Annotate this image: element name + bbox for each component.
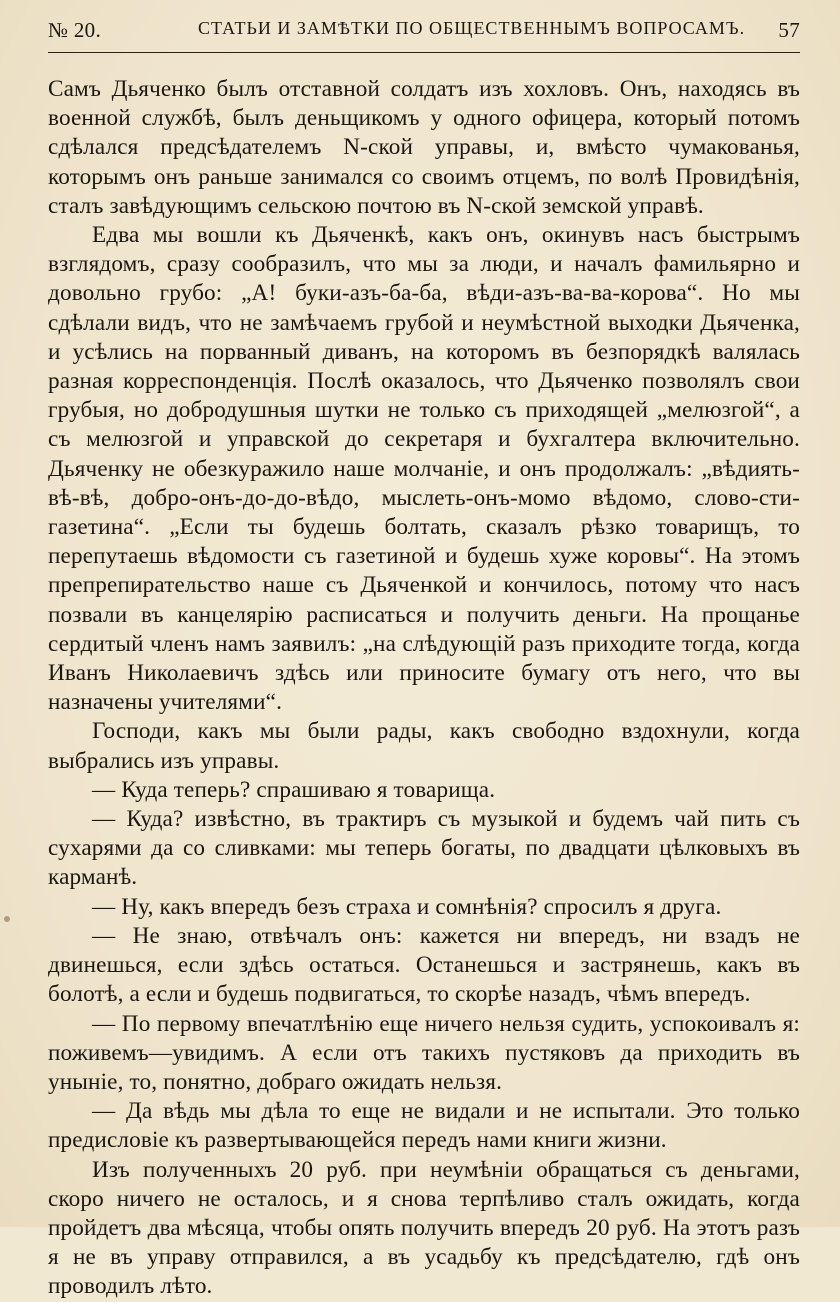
paragraph: — Не знаю, отвѣчалъ онъ: кажется ни впередъ, ни взадъ не двинешься, если здѣсь остаться. Останешься и застрянешь, какъ въ болотѣ, а если и будешь подвигаться, то скорѣе назадъ, чѣмъ впередъ.	[48, 922, 800, 1008]
paragraph: Едва мы вошли къ Дьяченкѣ, какъ онъ, окинувъ насъ быстрымъ взглядомъ, сразу сообразилъ, что мы за люди, и началъ фамильярно и довольно грубо: „А! буки-азъ-ба-ба, вѣди-азъ-ва-ва-корова“. Но мы сдѣлали видъ, что не замѣчаемъ грубой и неумѣстной выходки Дьяченка, и усѣлись на порванный диванъ, на которомъ въ безпорядкѣ валялась разная корреспонденція. Послѣ оказалось, что Дьяченко позволялъ свои грубыя, но добродушныя шутки не только съ приходящей „мелюзгой“, а съ мелюзгой и управской до секретаря и бухгалтера включительно. Дьяченку не обезкуражило наше молчаніе, и онъ продолжалъ: „вѣдиять-вѣ-вѣ, добро-онъ-до-до-вѣдо, мыслеть-онъ-момо вѣдомо, слово-сти-газетина“. „Если ты будешь болтать, сказалъ рѣзко товарищъ, то перепутаешь вѣдомости съ газетиной и будешь хуже коровы“. На этомъ препрепирательство наше съ Дьяченкой и кончилось, потому что насъ позвали въ канцелярію расписаться и получить деньги. На прощанье сердитый членъ намъ заявилъ: „на слѣдующій разъ приходите тогда, когда Иванъ Николаевичъ здѣсь или приносите бумагу отъ него, что вы назначены учителями“.	[48, 222, 800, 716]
running-header	[48, 0, 800, 53]
section-title: СТАТЬИ И ЗАМѢТКИ ПО ОБЩЕСТВЕННЫМЪ ВОПРОСАМЪ.	[198, 18, 746, 38]
article-body	[48, 75, 800, 1302]
paragraph: — Куда теперь? спрашиваю я товарища.	[92, 776, 496, 803]
paragraph: Изъ полученныхъ 20 руб. при неумѣніи обращаться съ деньгами, скоро ничего не осталось, и я снова терпѣливо сталъ ожидать, когда пройдетъ два мѣсяца, чтобы опять получить впередъ 20 руб. На этотъ разъ я не въ управу отправился, а въ усадьбу къ предсѣдателю, гдѣ онъ проводилъ лѣто.	[48, 1156, 800, 1300]
page-number: 57	[778, 18, 800, 42]
issue-number: № 20.	[48, 18, 102, 42]
paragraph: — По первому впечатлѣнію еще ничего нельзя судить, успокоивалъ я: поживемъ—увидимъ. А если отъ такихъ пустяковъ да приходить въ уныніе, то, понятно, добраго ожидать нельзя.	[48, 1010, 800, 1095]
ink-spot	[4, 916, 10, 922]
paragraph: — Ну, какъ впередъ безъ страха и сомнѣнія? спросилъ я друга.	[92, 893, 722, 920]
paragraph: — Да вѣдь мы дѣла то еще не видали и не испытали. Это только предисловіе къ развертывающейся передъ нами книги жизни.	[48, 1098, 800, 1154]
paragraph: — Куда? извѣстно, въ трактиръ съ музыкой и будемъ чай пить съ сухарями да со сливками: мы теперь богаты, по двадцати цѣлковыхъ въ карманѣ.	[48, 806, 800, 891]
paragraph: Господи, какъ мы были рады, какъ свободно вздохнули, когда выбрались изъ управы.	[48, 718, 800, 774]
paragraph: Самъ Дьяченко былъ отставной солдатъ изъ хохловъ. Онъ, находясь въ военной службѣ, былъ деньщикомъ у одного офицера, который потомъ сдѣлался предсѣдателемъ N-ской управы, и, вмѣсто чумакованья, которымъ онъ раньше занимался со своимъ отцемъ, по волѣ Провидѣнія, сталъ завѣдующимъ сельскою почтою въ N-ской земской управѣ.	[48, 76, 800, 219]
